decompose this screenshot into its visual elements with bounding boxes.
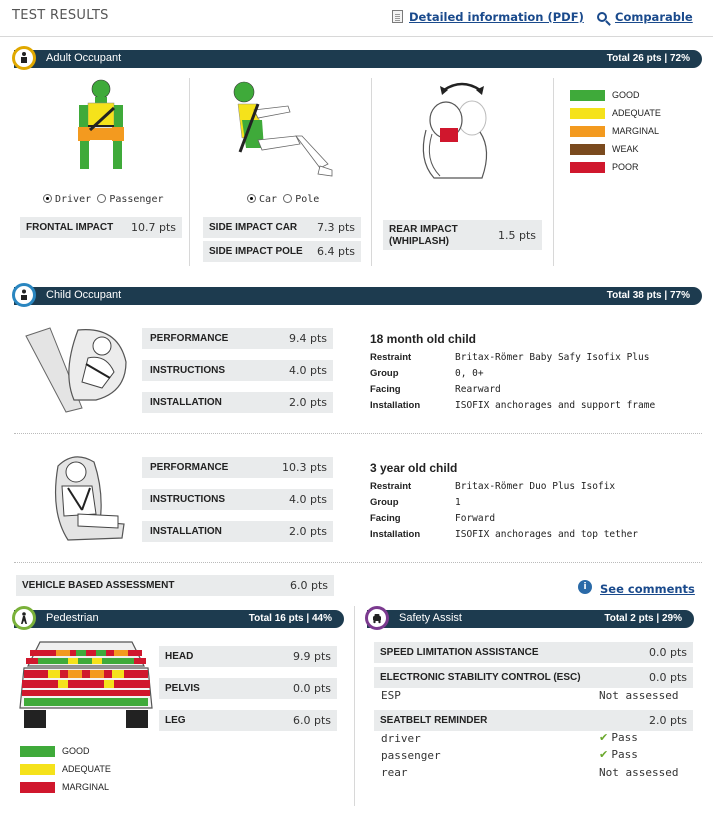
see-comments-link[interactable]: See comments <box>600 582 695 596</box>
side-impact-pole-label: SIDE IMPACT POLE <box>209 246 303 257</box>
side-impact-car-label: SIDE IMPACT CAR <box>209 222 298 233</box>
side-dummy-figure <box>228 78 338 178</box>
seatbelt-reminder-label: SEATBELT REMINDER <box>380 715 488 726</box>
pole-radio-label: Pole <box>295 194 320 205</box>
ped-legend-marginal-swatch <box>20 782 55 793</box>
comparable-link[interactable]: Comparable <box>615 10 693 24</box>
adult-bar <box>14 50 702 68</box>
bottom-divider <box>354 606 355 806</box>
esc-score <box>374 667 693 688</box>
seatbelt-driver-label: driver <box>381 732 421 745</box>
pdf-link-wrap[interactable] <box>392 10 584 24</box>
c18-restraint-value: Britax-Römer Baby Safy Isofix Plus <box>455 352 650 363</box>
c3-installation-score <box>142 521 333 542</box>
c18-group-key: Group <box>370 368 399 379</box>
legend-good-label: GOOD <box>612 90 640 100</box>
rear-impact-label-line1: REAR IMPACT <box>389 224 458 235</box>
pdf-icon <box>392 10 403 23</box>
pedestrian-head-score <box>159 646 337 667</box>
driver-radio-label: Driver <box>55 194 92 205</box>
pdf-link[interactable]: Detailed information (PDF) <box>409 10 584 24</box>
c18-performance-score <box>142 328 333 349</box>
ped-legend-good-label: GOOD <box>62 746 90 756</box>
seatbelt-driver-status <box>599 731 638 744</box>
frontal-impact-value: 10.7 pts <box>130 221 176 234</box>
c18-restraint-key: Restraint <box>370 352 412 363</box>
pedestrian-leg-score <box>159 710 337 731</box>
seatbelt-driver-value: Pass <box>611 731 638 744</box>
c18-performance-label: PERFORMANCE <box>150 333 229 344</box>
safety-title: Safety Assist <box>399 612 462 624</box>
side-impact-car-value: 7.3 pts <box>316 221 355 234</box>
whiplash-figure <box>410 80 500 180</box>
adult-divider-3 <box>553 78 554 266</box>
legend-weak-label: WEAK <box>612 144 639 154</box>
passenger-radio[interactable] <box>97 194 106 203</box>
driver-passenger-toggle <box>43 194 164 205</box>
c18-facing-key: Facing <box>370 384 401 395</box>
pedestrian-title: Pedestrian <box>46 612 99 624</box>
pedestrian-bar <box>14 610 344 628</box>
legend-good-swatch <box>570 90 605 101</box>
c18-performance-value: 9.4 pts <box>288 332 327 345</box>
seatbelt-passenger-status <box>599 748 638 761</box>
driver-radio[interactable] <box>43 194 52 203</box>
vba-label: VEHICLE BASED ASSESSMENT <box>22 580 175 591</box>
adult-occupant-icon <box>12 46 36 70</box>
side-impact-pole-score <box>203 241 361 262</box>
c18-instructions-score <box>142 360 333 381</box>
c3-installation-value-text: ISOFIX anchorages and top tether <box>455 529 639 540</box>
forward-child-seat-figure <box>38 452 128 544</box>
legend-marginal-label: MARGINAL <box>612 126 660 136</box>
c18-installation-key: Installation <box>370 400 421 411</box>
legend-adequate-label: ADEQUATE <box>612 108 661 118</box>
pedestrian-pelvis-score <box>159 678 337 699</box>
safety-total: Total 2 pts | 29% <box>604 613 682 624</box>
ped-legend-adequate-swatch <box>20 764 55 775</box>
adult-divider-2 <box>371 78 372 266</box>
pedestrian-car-diagram <box>18 638 154 732</box>
child-separator <box>14 433 702 434</box>
safety-bar <box>367 610 694 628</box>
frontal-impact-score <box>20 217 182 238</box>
c3-performance-label: PERFORMANCE <box>150 462 229 473</box>
c3-facing-value: Forward <box>455 513 496 524</box>
side-impact-pole-value: 6.4 pts <box>316 245 355 258</box>
rear-impact-score <box>383 220 542 250</box>
c3-instructions-value: 4.0 pts <box>288 493 327 506</box>
info-icon: i <box>578 580 592 594</box>
side-impact-car-score <box>203 217 361 238</box>
magnifier-icon <box>597 12 607 22</box>
c18-installation-value: 2.0 pts <box>288 396 327 409</box>
child-total: Total 38 pts | 77% <box>606 290 690 301</box>
pedestrian-leg-value: 6.0 pts <box>292 714 331 727</box>
pole-radio[interactable] <box>283 194 292 203</box>
seatbelt-reminder-score <box>374 710 693 731</box>
esp-label: ESP <box>381 689 401 702</box>
pedestrian-icon <box>12 606 36 630</box>
esc-value: 0.0 pts <box>648 671 687 684</box>
c3-installation-value: 2.0 pts <box>288 525 327 538</box>
c18-installation-value-text: ISOFIX anchorages and support frame <box>455 400 656 411</box>
legend-marginal-swatch <box>570 126 605 137</box>
speed-limitation-score <box>374 642 693 663</box>
rear-impact-value: 1.5 pts <box>497 229 536 242</box>
speed-limitation-label: SPEED LIMITATION ASSISTANCE <box>380 647 539 658</box>
pedestrian-total: Total 16 pts | 44% <box>248 613 332 624</box>
child-separator-2 <box>14 562 702 563</box>
rear-impact-label <box>389 224 458 248</box>
child-occupant-icon <box>12 283 36 307</box>
c18-instructions-label: INSTRUCTIONS <box>150 365 225 376</box>
seatbelt-passenger-label: passenger <box>381 749 441 762</box>
car-pole-toggle <box>247 194 319 205</box>
vba-value: 6.0 pts <box>289 579 328 592</box>
c3-installation-label: INSTALLATION <box>150 526 222 537</box>
legend-poor-label: POOR <box>612 162 639 172</box>
adult-total: Total 26 pts | 72% <box>606 53 690 64</box>
pedestrian-pelvis-value: 0.0 pts <box>292 682 331 695</box>
seatbelt-rear-value: Not assessed <box>599 766 679 779</box>
page-title: TEST RESULTS <box>12 8 109 23</box>
legend-weak-swatch <box>570 144 605 155</box>
esc-label: ELECTRONIC STABILITY CONTROL (ESC) <box>380 672 581 683</box>
c18-facing-value: Rearward <box>455 384 501 395</box>
seatbelt-passenger-value: Pass <box>611 748 638 761</box>
adult-title: Adult Occupant <box>46 52 122 64</box>
c3-group-value: 1 <box>455 497 461 508</box>
passenger-radio-label: Passenger <box>109 194 164 205</box>
c3-performance-value: 10.3 pts <box>281 461 327 474</box>
vehicle-based-assessment-score <box>16 575 334 596</box>
c18-title: 18 month old child <box>370 332 477 346</box>
c18-instructions-value: 4.0 pts <box>288 364 327 377</box>
legend-adequate-swatch <box>570 108 605 119</box>
check-icon: ✔ <box>599 748 609 761</box>
c3-instructions-label: INSTRUCTIONS <box>150 494 225 505</box>
pedestrian-head-value: 9.9 pts <box>292 650 331 663</box>
frontal-dummy-figure <box>70 78 132 178</box>
speed-limitation-value: 0.0 pts <box>648 646 687 659</box>
pedestrian-pelvis-label: PELVIS <box>165 683 200 694</box>
child-bar <box>14 287 702 305</box>
ped-legend-marginal-label: MARGINAL <box>62 782 110 792</box>
c3-instructions-score <box>142 489 333 510</box>
c18-installation-score <box>142 392 333 413</box>
seatbelt-rear-label: rear <box>381 766 408 779</box>
safety-assist-icon <box>365 606 389 630</box>
rearward-child-seat-figure <box>22 322 134 414</box>
seatbelt-reminder-value: 2.0 pts <box>648 714 687 727</box>
c3-restraint-key: Restraint <box>370 481 412 492</box>
comparable-link-wrap[interactable] <box>597 10 693 24</box>
header-divider <box>0 36 713 37</box>
c18-installation-label: INSTALLATION <box>150 397 222 408</box>
check-icon: ✔ <box>599 731 609 744</box>
c3-group-key: Group <box>370 497 399 508</box>
pedestrian-leg-label: LEG <box>165 715 186 726</box>
rear-impact-label-line2: (WHIPLASH) <box>389 236 449 247</box>
adult-divider-1 <box>189 78 190 266</box>
pedestrian-head-label: HEAD <box>165 651 194 662</box>
car-radio[interactable] <box>247 194 256 203</box>
legend-poor-swatch <box>570 162 605 173</box>
esp-value: Not assessed <box>599 689 679 702</box>
c3-restraint-value: Britax-Römer Duo Plus Isofix <box>455 481 616 492</box>
car-radio-label: Car <box>259 194 278 205</box>
c3-installation-key: Installation <box>370 529 421 540</box>
c3-performance-score <box>142 457 333 478</box>
ped-legend-good-swatch <box>20 746 55 757</box>
c3-facing-key: Facing <box>370 513 401 524</box>
c18-group-value: 0, 0+ <box>455 368 484 379</box>
ped-legend-adequate-label: ADEQUATE <box>62 764 111 774</box>
child-title: Child Occupant <box>46 289 122 301</box>
frontal-impact-label: FRONTAL IMPACT <box>26 222 114 233</box>
c3-title: 3 year old child <box>370 461 458 475</box>
